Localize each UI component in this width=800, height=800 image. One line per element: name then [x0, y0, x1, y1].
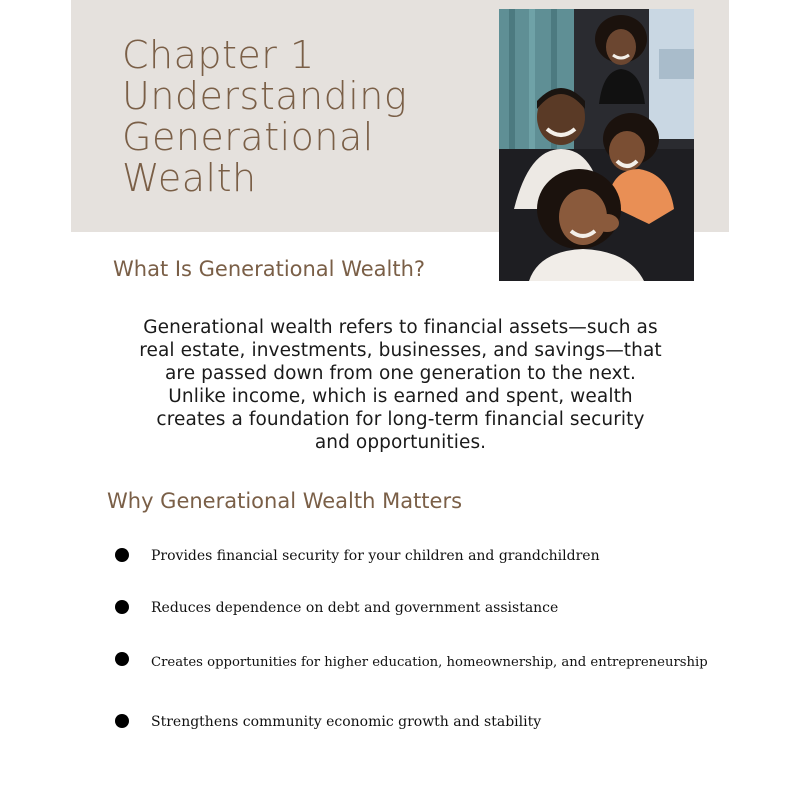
paragraph-line: Unlike income, which is earned and spent, wealth	[168, 386, 633, 407]
paragraph-line: real estate, investments, businesses, and savings—that	[139, 340, 662, 361]
bullet-icon	[115, 548, 129, 562]
list-item-text: Provides financial security for your children and grandchildren	[151, 548, 600, 564]
paragraph-line: and opportunities.	[314, 432, 487, 453]
chapter-title-line: Generational	[122, 115, 374, 159]
family-photo	[499, 9, 694, 281]
section-heading-what-is: What Is Generational Wealth?	[113, 257, 426, 281]
chapter-title-line: Chapter 1	[122, 33, 315, 77]
chapter-title	[122, 35, 407, 199]
intro-paragraph	[118, 316, 683, 454]
paragraph-line: creates a foundation for long-term financial security	[156, 409, 645, 430]
list-item-text: Creates opportunities for higher education, homeownership, and entrepreneurship	[151, 655, 708, 670]
bullet-icon	[115, 714, 129, 728]
section-heading-why-matters: Why Generational Wealth Matters	[107, 489, 463, 513]
paragraph-line: Generational wealth refers to financial assets—such as	[143, 317, 658, 338]
list-item-text: Reduces dependence on debt and government assistance	[151, 600, 559, 616]
chapter-title-line: Understanding	[122, 74, 408, 118]
chapter-title-line: Wealth	[122, 156, 257, 200]
bullet-icon	[115, 600, 129, 614]
list-item-text: Strengthens community economic growth and stability	[151, 714, 542, 730]
paragraph-line: are passed down from one generation to the next.	[164, 363, 637, 384]
bullet-icon	[115, 652, 129, 666]
